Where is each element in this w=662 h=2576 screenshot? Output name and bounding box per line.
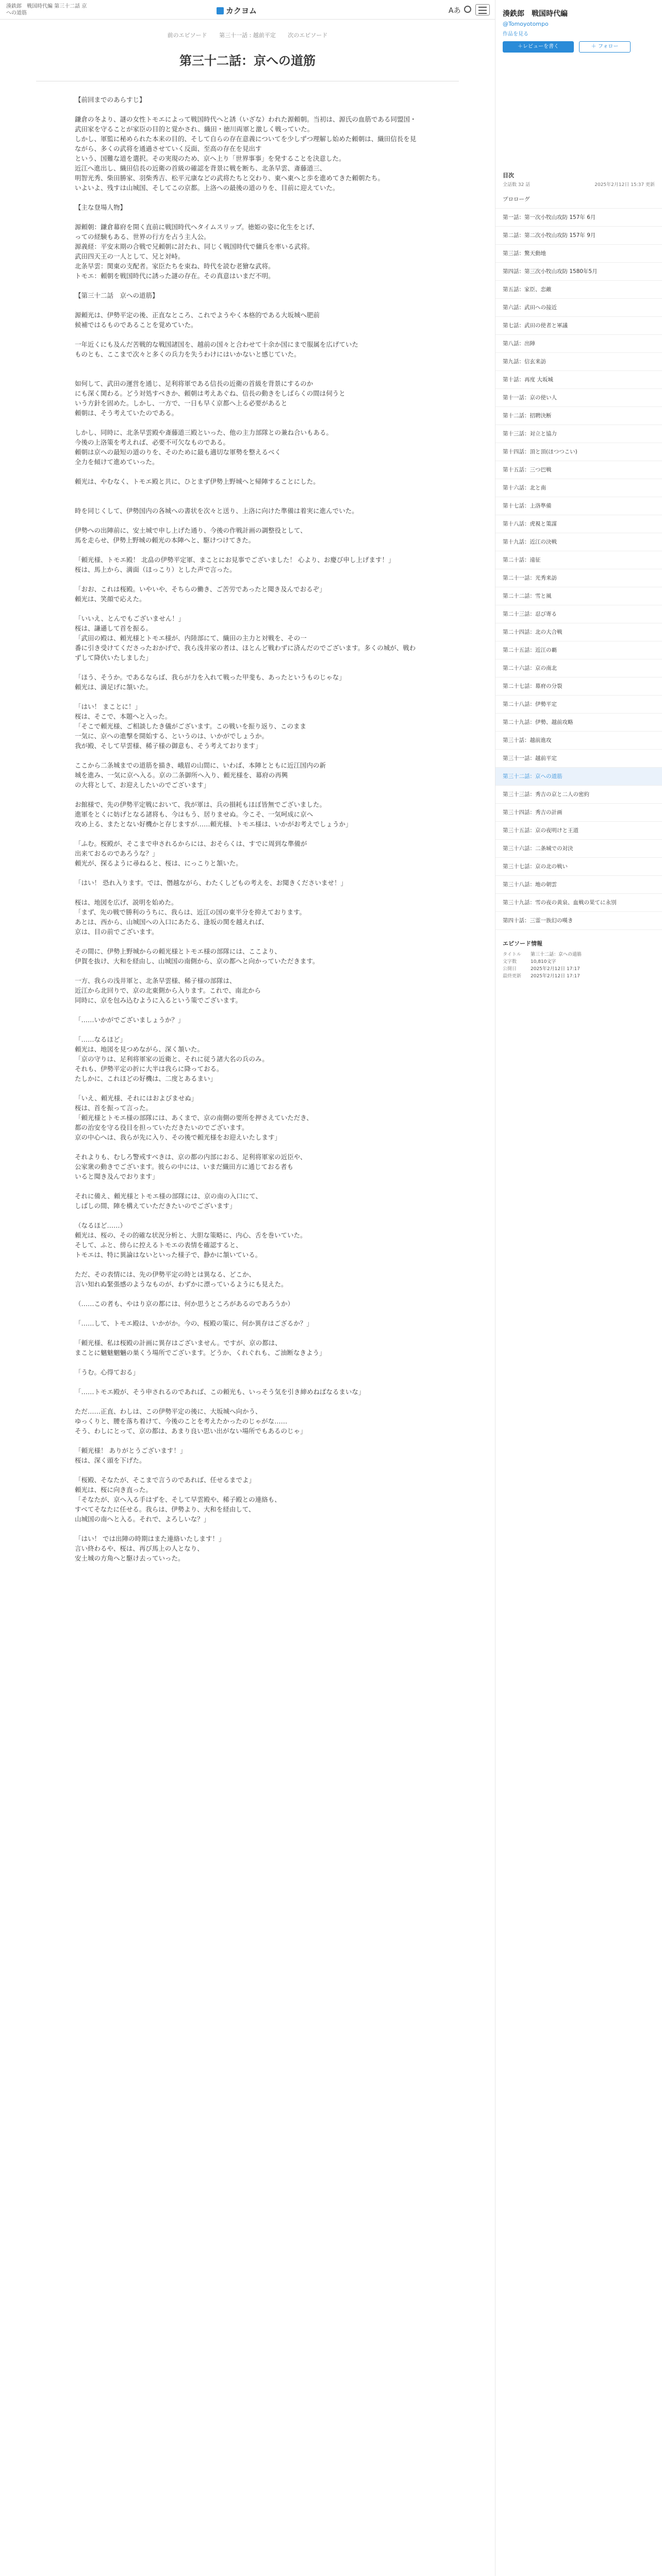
body-paragraph: 頼光が、探るように尋ねると、桜は、にっこりと頷いた。 [75,859,242,867]
body-paragraph: 頼光は、やむなく、トモエ殿と共に、ひとまず伊勢上野城へと帰陣することにした。 [75,478,320,485]
body-paragraph: しばしの間、陣を構えていただきたいのでございます」 [75,1202,236,1210]
toc-item[interactable]: 第一話：第一次小牧山攻防 157年 6月 [495,209,662,227]
follow-button[interactable]: ＋ フォロー [579,41,631,53]
toc-item[interactable]: 第十一話：京の使い人 [495,389,662,407]
body-paragraph: 「そこで頼光様、ご相談したき儀がございます。この戦いを振り返り、このまま [75,722,307,730]
body-paragraph: 「武田の殿は、頼光様とトモエ様が、内陸部にて、織田の主力と対戦を、その一 [75,634,307,642]
toc-item[interactable]: 第五話：家臣、恋敵 [495,281,662,299]
body-paragraph: 安土城の方角へと駆け去っていった。 [75,1554,185,1562]
body-paragraph: ゆっくりと、腰を落ち着けて、今後のことを考えたかったのじゃがな…… [75,1417,288,1425]
body-paragraph: 「……いかがでございましょうか？」 [75,1016,185,1024]
body-paragraph [75,692,420,702]
body-paragraph [75,486,420,496]
toc-item[interactable]: 第二十話：遠征 [495,551,662,569]
info-key: 最終更新 [503,974,522,979]
body-paragraph: 頼光は、満足げに頷いた。 [75,683,153,691]
body-paragraph: 桜は、首を振って言った。 [75,1104,153,1112]
body-paragraph [75,1005,420,1015]
body-paragraph: 頼朝は、そう考えていたのである。 [75,409,178,417]
toc-item[interactable]: 第三十八話：地の朝雲 [495,876,662,894]
body-paragraph [75,545,420,555]
body-paragraph: 言い知れぬ緊張感のようなものが、わずかに漂っているようにも見えた。 [75,1280,288,1288]
body-paragraph: 頼光は、桜に向き直った。 [75,1486,153,1494]
toc-item[interactable]: 第二十八話：伊勢平定 [495,696,662,714]
body-paragraph [75,1260,420,1269]
body-paragraph: 源頼光は、伊勢平定の後、正直なところ、これでようやく本格的である大坂城へ肥前 [75,311,320,319]
body-paragraph: あとは、西から、山城国への入口にあたる、逢坂の関を越えれば、 [75,918,269,926]
work-link[interactable]: 作品を見る [503,31,528,37]
episode-main [0,20,495,2576]
body-paragraph [75,1377,420,1387]
info-key: タイトル [503,952,521,957]
body-paragraph: ここから二条城までの道筋を描き、峨眉の山間に、いわば、本陣とともに近江国内の新 [75,761,326,769]
info-key: 公開日 [503,967,517,972]
body-paragraph: 「はい！ まことに！」 [75,703,141,710]
body-paragraph [75,888,420,897]
body-paragraph: 候補ではるものであることを覚めていた。 [75,321,197,329]
toc-item[interactable]: 第三十九話：雪の夜の黄泉、血戦の果てに永別 [495,894,662,912]
toc-item[interactable]: 第二十六話：京の南北 [495,659,662,677]
info-value: 第三十二話：京への道筋 [531,952,582,957]
work-title[interactable]: 湊鉄郎 戦国時代編 [503,10,568,18]
body-paragraph: トモエは、特に異論はないといった様子で、静かに頷いている。 [75,1251,262,1259]
body-paragraph: 【第三十二話 京への道筋】 [75,292,159,299]
body-paragraph: 桜は、地図を広げ、説明を始めた。 [75,899,178,906]
body-paragraph: 出来ておるのであろうな？」 [75,850,159,857]
parent-episode-link[interactable]: 第三十一話 : 越前平定 [219,32,276,39]
toc-item[interactable]: 第九話：信玄来訪 [495,353,662,371]
author-link[interactable]: @Tomoyotompo [503,21,549,27]
sidebar [495,0,662,2576]
info-row [503,965,655,972]
body-paragraph [75,1181,420,1191]
body-paragraph: 頼朝は京への最短の道のりを、そのために最も適切な軍勢を整えるべく [75,448,282,456]
body-paragraph: 明智光秀、柴田勝家、羽柴秀吉、松平元康などの武将たちと交わり、東へ東へと歩を進めてきた頼朝たち。 [75,174,385,182]
toc-item[interactable]: 第七話：武田の使者と軍議 [495,317,662,335]
gear-icon[interactable] [464,6,471,13]
body-paragraph: 「ふむ。桜殿が、そこまで申されるからには、おそらくは、すでに周到な準備が [75,840,307,848]
body-paragraph: 近江へ進出し、織田信長の近衛の首級の確認を背景に戦を断ち、北条早雲、斎藤道三、 [75,164,326,172]
body-paragraph [75,359,420,369]
body-paragraph: それに備え、頼光様とトモエ様の部隊には、京の南の入口にて、 [75,1192,262,1200]
logo-text: カクヨム [226,6,257,15]
body-paragraph: 一年近くにも及んだ苦戦的な戦国諸国を、越前の国々と合わせて十余か国にまで服属を広げていた [75,341,359,348]
toc-item[interactable]: 第二十三話：忍び寄る [495,605,662,623]
body-paragraph: 今後の上洛策を考えれば、必要不可欠なものである。 [75,438,230,446]
toc-item[interactable]: 第十六話：北と南 [495,479,662,497]
toc-item[interactable]: 第十話：再度 大坂城 [495,371,662,389]
site-logo[interactable] [217,5,257,16]
toc-item[interactable]: 第三十四話：秀吉の計画 [495,804,662,822]
episode-info-table [503,951,655,979]
body-paragraph [75,516,420,526]
toc-item[interactable]: 第三十五話：京の夜明けと王道 [495,822,662,840]
body-paragraph: 「まず、先の戦で勝利のうちに、我らは、近江の国の東半分を抑えております。 [75,908,306,916]
toc-item[interactable]: 第十九話：近江の決戦 [495,533,662,551]
body-paragraph: まことに魑魅魍魎の巣くう場所でございます。どうか、くれぐれも、ご油断なきよう」 [75,1349,326,1357]
body-paragraph [75,496,420,506]
body-paragraph: 「……トモエ殿が、そう申されるのであれば、この頼光も、いっそう気を引き締めねばなるまいな」 [75,1388,365,1396]
body-paragraph: 「いえ、頼光様、それにはおよびませぬ」 [75,1094,198,1102]
toc-item[interactable]: 第二話：第二次小牧山攻防 157年 9月 [495,227,662,245]
body-paragraph: 「頼光様！ ありがとうございます！」 [75,1447,187,1454]
body-paragraph [75,105,420,114]
body-paragraph: 頼光は、地図を見つめながら、深く頷いた。 [75,1045,204,1053]
body-paragraph [75,1289,420,1299]
toc-item[interactable]: 第三十一話：越前平定 [495,750,662,768]
body-paragraph: ただ……正直、わしは、この伊勢平定の後に、大坂城へ向かう、 [75,1408,262,1415]
body-paragraph [75,966,420,976]
body-paragraph: 「……なるほど」 [75,1036,127,1043]
toc-item-current[interactable]: 第三十二話：京への道筋 [495,768,662,786]
body-paragraph: 「桜殿、そなたが、そこまで言うのであれば、任せるまでよ」 [75,1476,256,1484]
body-paragraph: すべてそなたに任せる。我らは、伊勢より、大和を経由して、 [75,1505,255,1513]
body-paragraph: 言い終わるや、桜は、再び馬上の人となり、 [75,1545,204,1552]
body-paragraph: 「頼光様、トモエ殿！ 北畠の伊勢平定軍、まことにお見事でございました！ 心より、お慶び申し上げます！」 [75,556,395,564]
body-paragraph: 頼光は、桜の、その的確な状況分析と、大胆な策略に、内心、舌を巻いていた。 [75,1231,307,1239]
body-paragraph: 「頼光様、私は桜殿の計画に異存はございません。ですが、京の都は、 [75,1339,282,1347]
logo-icon [217,7,224,14]
body-paragraph: 桜は、深く頭を下げた。 [75,1456,146,1464]
body-paragraph: 武田四天王の一人として、兄と対峙。 [75,252,185,260]
body-paragraph: 時を同じくして、伊勢国内の各城への書状を次々と送り、上洛に向けた準備は着実に進んでいた。 [75,507,358,515]
toc-item[interactable]: 第四十話：三霊一族幻の嘆き [495,912,662,930]
toc-item[interactable]: 第二十一話：光秀来訪 [495,569,662,587]
body-paragraph [75,1328,420,1338]
info-value: 2025年2月12日 17:17 [531,967,580,972]
info-value: 2025年2月12日 17:17 [531,974,580,979]
episode-nav [0,31,495,39]
body-paragraph [75,330,420,340]
body-paragraph [75,751,420,760]
body-paragraph: っての経験もある、世界の行方を占う主人公。 [75,233,210,241]
toc-item[interactable]: 第二十七話：幕府の分裂 [495,677,662,696]
body-paragraph [75,1025,420,1035]
body-paragraph: 京の中心へは、我らが先に入り、その後で頼光様をお迎えいたします」 [75,1133,282,1141]
episode-body [75,95,420,1563]
body-paragraph [75,193,420,202]
toc-item[interactable]: 第十三話：対立と協力 [495,425,662,443]
toc-item[interactable]: 第十四話：頂と頂(ほつつこい) [495,443,662,461]
font-size-control[interactable]: Aあ [449,7,461,15]
body-paragraph: （……この者も、やはり京の都には、何か思うところがあるのであろうか） [75,1300,294,1308]
body-paragraph [75,868,420,878]
body-paragraph: （なるほど……） [75,1222,127,1229]
body-paragraph [75,418,420,428]
menu-button[interactable] [475,4,490,15]
body-paragraph [75,1211,420,1221]
body-paragraph: しかし、軍監に秘められた本来の目的、そして自らの存在意義についてを少しずつ理解し始めた頼朝は、織田信長を見ながら、多くの武将を通過させていく反面、至高の存在を見出す [75,135,417,152]
toc-heading: 目次 [503,172,514,179]
episode-title: 第三十二話：京への道筋 [179,53,316,68]
body-paragraph: いよいよ、残すは山城国、そしてこの京都。上洛への最後の道のりを、目前に迎えていた。 [75,184,339,192]
body-paragraph: 攻め上る、またとない好機かと存じますが……頼光様、トモエ様は、いかがお考えでしょうか」 [75,820,352,828]
toc-item[interactable]: 第三十七話：京の北の戦い [495,858,662,876]
body-paragraph [75,1358,420,1367]
body-paragraph: 「いいえ、とんでもございません！」 [75,615,185,622]
toc-item[interactable]: 第八話：出陣 [495,335,662,353]
body-paragraph: それも、伊勢平定の折に大半は我らに降っておる。 [75,1065,223,1073]
body-paragraph [75,1083,420,1093]
body-paragraph [75,604,420,614]
info-row [503,951,655,958]
toc-item[interactable]: 第十二話：招聘決断 [495,407,662,425]
body-paragraph: 桜は、そこで、本題へと入った。 [75,713,172,720]
info-value: 10,810文字 [531,959,556,964]
body-paragraph: たしかに、これほどの好機は、二度とあるまい」 [75,1075,217,1082]
body-paragraph: 桜は、謙遜して首を振る。 [75,624,153,632]
body-paragraph: 一気に、京への進撃を開始する、というのは、いかがでしょうか。 [75,732,269,740]
body-paragraph [75,1524,420,1534]
body-paragraph: 如何して、武田の運営を通じ、足利将軍である信長の近衛の首級を背景にするのか [75,380,313,387]
body-paragraph: 同時に、京を包み込むように入るという策でございます。 [75,996,242,1004]
body-paragraph [75,937,420,946]
toc-item[interactable]: 第二十四話：北の大合戦 [495,623,662,641]
body-paragraph [75,467,420,477]
top-bar [0,0,495,20]
body-paragraph: ものとも、ここまで次々と多くの兵力を失うわけにはいかないと感じていた。 [75,350,301,358]
toc-item[interactable]: 第十七話：上洛準備 [495,497,662,515]
toc-item[interactable]: 第十五話：三つ巴戦 [495,461,662,479]
body-paragraph: 進軍をとくに妨げとなる諸将も、今はもう、居りませぬ。今こそ、一気呵成に京へ [75,810,313,818]
body-paragraph: 公家衆の動きでございます。彼らの中には、いまだ織田方に通じておる者も [75,1163,294,1171]
body-paragraph [75,1436,420,1446]
body-paragraph: ただ、その表情には、先の伊勢平定の時とは異なる、どこか、 [75,1270,256,1278]
action-buttons [503,41,662,53]
body-paragraph: 北条早雲：関東の支配者。家臣たちを束ね、時代を読む老獪な武将。 [75,262,275,270]
toc-item[interactable]: 第三十話：越前進攻 [495,732,662,750]
body-paragraph: 「ほう、そうか。であるならば、我らが力を入れて戦った甲斐も、あったというものじゃな」 [75,673,345,681]
body-paragraph: 近江から北回りで、京の北東側から入ります。これで、南北から [75,987,261,994]
body-paragraph: 全力を傾けて進めていった。 [75,458,159,466]
body-paragraph [75,829,420,839]
body-paragraph [75,790,420,800]
body-paragraph: 【前回までのあらすじ】 [75,96,146,104]
body-paragraph: 「はい！ 恐れ入ります。では、僭越ながら、わたくしどもの考えを、お聞きくださいませ！」 [75,879,347,887]
body-paragraph [75,281,420,291]
body-paragraph [75,1397,420,1406]
body-paragraph: 「……して、トモエ殿は、いかがか。今の、桜殿の策に、何か異存はござるか？」 [75,1319,313,1327]
body-paragraph: しかし、同時に、北条早雲殿や斎藤道三殿といった、他の主力部隊との兼ね合いもある。 [75,429,333,436]
body-paragraph: 伊勢への出陣前に、安土城で申し上げた通り、今後の作戦計画の調整役として、 [75,527,307,534]
body-paragraph [75,1465,420,1475]
body-paragraph: 伊賀を抜け、大和を経由し、山城国の南側から、京の都へと向かっていただきます。 [75,957,319,965]
menu-bar-icon [478,10,487,11]
body-paragraph: 源義経：平安末期の合戦で兄頼朝に討たれ、同じく戦国時代で傭兵を率いる武将。 [75,243,314,250]
body-paragraph: 【主な登場人物】 [75,204,127,211]
info-row [503,958,655,965]
toc-list [495,191,662,930]
body-paragraph: 京は、目の前でございます。 [75,928,158,936]
body-paragraph: 「はい！ では出陣の時期はまた連絡いたします！」 [75,1535,225,1543]
info-key: 文字数 [503,959,517,964]
body-paragraph: 都の治安を守る役目を担っていただきたいのでございます。 [75,1124,249,1131]
toc-item[interactable]: 第十八話：虎視と策謀 [495,515,662,533]
toc-item[interactable]: 第二十五話：近江の覇 [495,641,662,659]
episode-info-heading: エピソード情報 [503,940,542,947]
toc-item[interactable]: 第三十六話：二条城での対決 [495,840,662,858]
body-paragraph [75,663,420,672]
body-paragraph [75,1142,420,1152]
body-paragraph [75,369,420,379]
body-paragraph: 桜は、馬上から、満面（ほっこり）とした声で言った。 [75,566,236,573]
header-work-link[interactable]: 湊鉄郎 戦国時代編 第三十二話 京への道筋 [6,4,87,16]
toc-item[interactable]: 第四話：第三次小牧山攻防 1580年5月 [495,263,662,281]
body-paragraph: 一方、我らの浅井軍と、北条早雲様、稀子様の部隊は、 [75,977,236,985]
write-review-button[interactable]: ＋レビューを書く [503,41,574,53]
body-paragraph: それよりも、むしろ警戒すべきは、京の都の内部におる、足利将軍家の近臣や、 [75,1153,307,1161]
body-paragraph [75,1309,420,1318]
body-paragraph: いると聞き及んでおります」 [75,1173,159,1180]
next-episode-link[interactable]: 次のエピソード [288,32,328,39]
body-paragraph: 「おお、これは桜殿。いやいや、そちらの働き、ご苦労であったと聞き及んでおるぞ」 [75,585,326,593]
body-paragraph: 馬を走らせ、伊勢上野城の頼光の本陣へと、駆けつけてきた。 [75,536,255,544]
toc-item[interactable]: 第三話：驚天動地 [495,245,662,263]
toc-item[interactable]: 第六話：武田への接近 [495,299,662,317]
prev-episode-link[interactable]: 前のエピソード [167,32,207,39]
body-paragraph: トモエ：頼朝を戦国時代に誘った謎の存在。その真意はいまだ不明。 [75,272,275,280]
body-paragraph: 山城国の南へと入る。それで、よろしいな？」 [75,1515,210,1523]
body-paragraph: 「京の守りは、足利将軍家の近衛と、それに従う諸大名の兵のみ。 [75,1055,269,1063]
body-paragraph: お館様で、先の伊勢平定戦において、我が軍は、兵の損耗もほぼ皆無でございました。 [75,801,326,808]
menu-bar-icon [478,13,487,14]
body-paragraph: の大将として、お迎えしたいのでございます」 [75,781,210,789]
toc-updated: 2025年2月12日 15:37 更新 [594,182,655,188]
toc-count: 全話数 32 話 [503,182,531,188]
body-paragraph: 源頼朝：鎌倉幕府を開く直前に戦国時代へタイムスリップ。徳姫の姿に化生をとげ、 [75,223,319,231]
body-paragraph: 「そなたが、京へ入る手はずを、そして早雲殿や、稀子殿との連絡も、 [75,1496,281,1503]
body-paragraph [75,212,420,222]
body-paragraph: その間に、伊勢上野城からの頼光様とトモエ様の部隊には、ここより、 [75,947,282,955]
body-paragraph: 頼光は、笑顔で応えた。 [75,595,146,603]
body-paragraph: という、国難な道を選択。その実現のため、京へ上り「世界事事」を発することを決意した。 [75,155,345,162]
body-paragraph: そして、ふと、傍らに控えるトモエの表情を確認すると、 [75,1241,242,1249]
body-paragraph [75,300,420,310]
toc-item[interactable]: 第二十九話：伊勢、越前攻略 [495,714,662,732]
body-paragraph: いう方針を固めた。しかし、一方で、一日も早く京都へ上る必要があると [75,399,288,407]
body-paragraph: 鎌倉の冬より、謎の女性トモエによって戦国時代へと誘（いざな）われた源頼朝。当初は、源氏の血筋である同盟国・武田家を守ることが家臣の目的と覚かされ、織田・徳川両軍と激しく戦っていた。 [75,115,417,133]
body-paragraph [75,574,420,584]
body-paragraph: 我が殿、そして早雲様、稀子様の御意も、そう考えております」 [75,742,262,750]
body-paragraph: そう、わしにとって、京の都は、あまり良い思い出がない場所でもあるのじゃ」 [75,1427,307,1435]
menu-bar-icon [478,7,487,8]
body-paragraph: 番に引き受けてくださったおかげで、我ら浅井家の者は、ほとんど戦わずに済んだのでございます。多くの城が、戦わずして降伏いたしました」 [75,644,416,662]
body-paragraph: 城を進み、一気に京へ入る。京の二条御所へ入り、頼光様を、幕府の再興 [75,771,288,779]
body-paragraph: にも深く関わる。どう対処すべきか、頼朝は考えあぐね、信長の動きをしばらくの間は伺うと [75,389,345,397]
body-paragraph: 「頼光様とトモエ様の部隊には、あくまで、京の南側の要所を押さえていただき、 [75,1114,313,1122]
toc-item[interactable]: プロローグ [495,191,662,209]
toc-item[interactable]: 第三十三話：秀吉の京と二人の密約 [495,786,662,804]
toc-meta [503,181,655,188]
body-paragraph: 「うむ。心得ておる」 [75,1368,140,1376]
info-row [503,972,655,979]
toc-item[interactable]: 第二十二話：雪と風 [495,587,662,605]
